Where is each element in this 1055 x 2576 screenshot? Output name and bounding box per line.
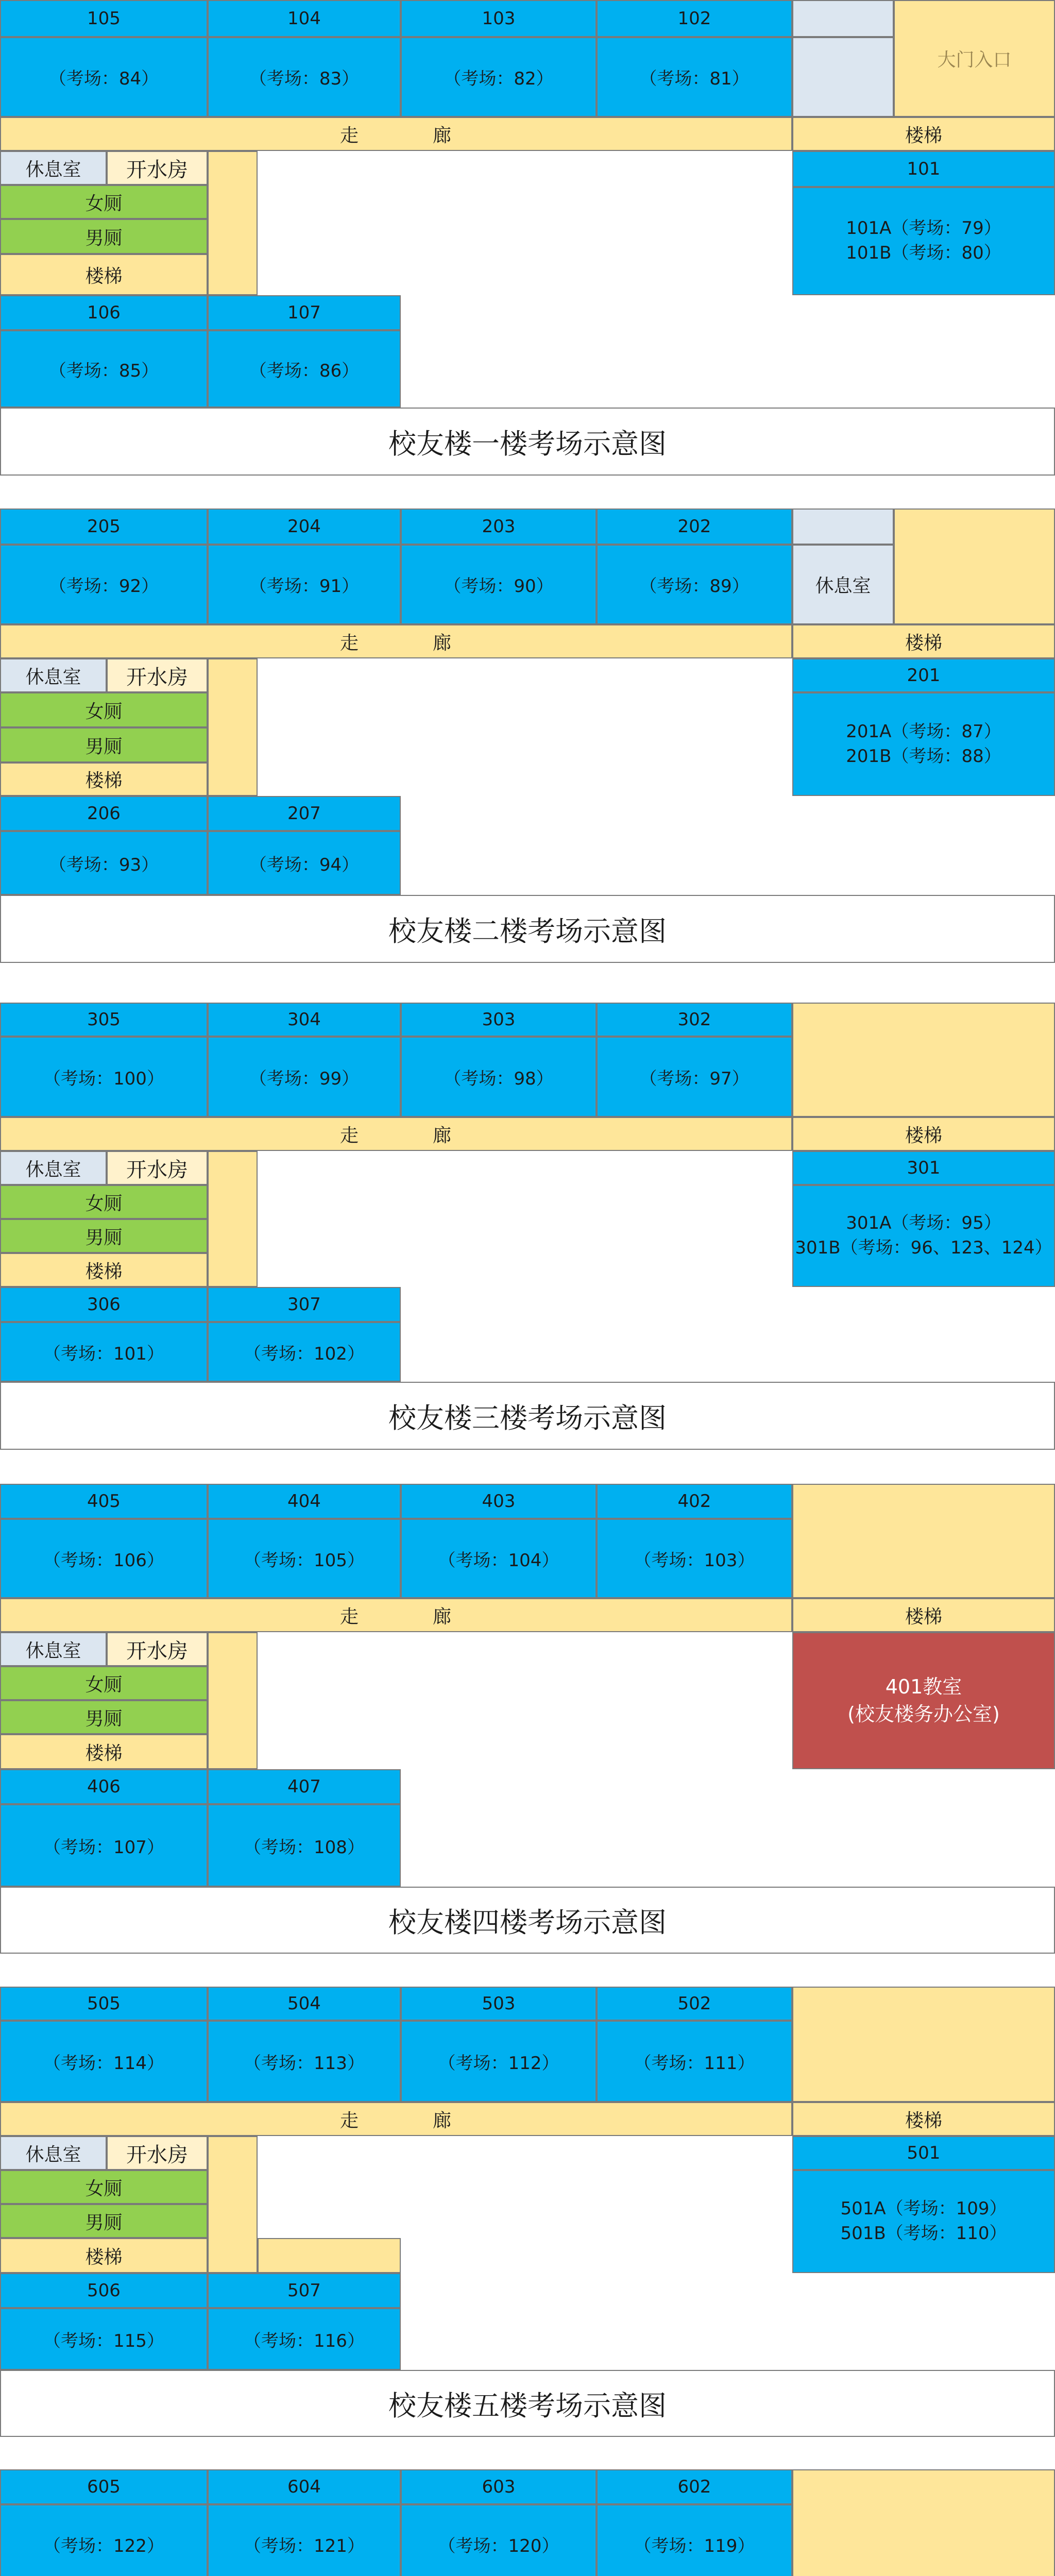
hallway-strip: [208, 151, 258, 295]
exam-room: （考场：86）: [208, 330, 401, 408]
stairs-left: 楼梯: [0, 1734, 208, 1769]
floor-title: 校友楼二楼考场示意图: [0, 895, 1055, 963]
yellow-block: [894, 509, 1055, 624]
exam-room: （考场：89）: [597, 545, 792, 624]
corridor-char-2: 廊: [432, 2110, 452, 2131]
corner-lounge: 休息室: [792, 545, 894, 624]
corridor-char-2: 廊: [432, 632, 452, 654]
exam-room: （考场：91）: [208, 545, 401, 624]
boiler-room: 开水房: [107, 1632, 208, 1666]
room-number: 403: [401, 1484, 597, 1519]
lounge: 休息室: [0, 1632, 107, 1666]
boiler-room: 开水房: [107, 2136, 208, 2170]
mens-restroom: 男厕: [0, 2204, 208, 2238]
room-number: 406: [0, 1769, 208, 1804]
exam-room: （考场：113）: [208, 2021, 401, 2102]
boiler-room: 开水房: [107, 1151, 208, 1185]
room-number: 602: [597, 2469, 792, 2504]
lounge: 休息室: [0, 151, 107, 185]
exam-room: （考场：99）: [208, 1037, 401, 1117]
exam-room-split: [792, 187, 1055, 295]
exam-room: （考场：111）: [597, 2021, 792, 2102]
floor-title: 校友楼三楼考场示意图: [0, 1382, 1055, 1450]
mens-restroom: 男厕: [0, 1700, 208, 1734]
stairs-right: 楼梯: [792, 117, 1055, 151]
floor-2-plan: [0, 509, 1055, 970]
exam-room: （考场：93）: [0, 831, 208, 895]
room-number: 304: [208, 1003, 401, 1037]
exam-room: （考场：119）: [597, 2504, 792, 2576]
exam-room: （考场：82）: [401, 37, 597, 117]
floor-5-plan: [0, 1987, 1055, 2437]
hallway-strip: [208, 1632, 258, 1769]
corridor: [0, 1117, 792, 1151]
exam-room: （考场：122）: [0, 2504, 208, 2576]
exam-line: 101A（考场：79）: [846, 218, 1001, 239]
hallway-strip: [208, 2136, 258, 2273]
room-number: 302: [597, 1003, 792, 1037]
corridor-char-2: 廊: [432, 1125, 452, 1146]
floor-1-plan: [0, 0, 1055, 460]
exam-room-split: [792, 692, 1055, 796]
stairs-left: 楼梯: [0, 254, 208, 295]
exam-room: （考场：105）: [208, 1519, 401, 1598]
yellow-block: [792, 1003, 1055, 1117]
exam-room: （考场：84）: [0, 37, 208, 117]
exam-room: （考场：120）: [401, 2504, 597, 2576]
room-number: 205: [0, 509, 208, 545]
womens-restroom: 女厕: [0, 185, 208, 219]
room-number: 405: [0, 1484, 208, 1519]
hallway-strip: [208, 658, 258, 796]
exam-room: （考场：81）: [597, 37, 792, 117]
room-number: 504: [208, 1987, 401, 2021]
room-number: 501: [792, 2136, 1055, 2170]
yellow-block: [792, 1987, 1055, 2102]
room-number: 102: [597, 0, 792, 37]
lounge: 休息室: [0, 1151, 107, 1185]
exam-room: （考场：98）: [401, 1037, 597, 1117]
corridor-char-2: 廊: [432, 125, 452, 146]
exam-room: （考场：100）: [0, 1037, 208, 1117]
room-number: 306: [0, 1287, 208, 1322]
exam-room-split: [792, 1185, 1055, 1287]
floor-4-plan: [0, 1484, 1055, 1954]
room-number: 502: [597, 1987, 792, 2021]
floor-title: 校友楼四楼考场示意图: [0, 1887, 1055, 1954]
room-number: 404: [208, 1484, 401, 1519]
lounge: 休息室: [0, 2136, 107, 2170]
boiler-room: 开水房: [107, 658, 208, 692]
womens-restroom: 女厕: [0, 1666, 208, 1700]
floor-6-plan: [0, 2469, 1055, 2576]
floor-3-plan: [0, 1003, 1055, 1450]
exam-room: （考场：106）: [0, 1519, 208, 1598]
exam-room: （考场：90）: [401, 545, 597, 624]
gray-block: [792, 37, 894, 117]
room-number: 202: [597, 509, 792, 545]
corridor-char-1: 走: [339, 1606, 360, 1628]
room-number: 505: [0, 1987, 208, 2021]
room-number: 301: [792, 1151, 1055, 1185]
womens-restroom: 女厕: [0, 692, 208, 727]
exam-room: （考场：108）: [208, 1804, 401, 1887]
room-number: 507: [208, 2273, 401, 2308]
exam-line: 201A（考场：87）: [846, 721, 1001, 742]
main-entrance: 大门入口: [894, 0, 1055, 117]
room-number: 203: [401, 509, 597, 545]
room-number: 103: [401, 0, 597, 37]
room-number: 503: [401, 1987, 597, 2021]
floor-title: 校友楼一楼考场示意图: [0, 408, 1055, 476]
room-number: 106: [0, 295, 208, 330]
hallway-extension: [258, 2238, 401, 2273]
stairs-right: 楼梯: [792, 624, 1055, 658]
exam-room: （考场：121）: [208, 2504, 401, 2576]
exam-room: （考场：103）: [597, 1519, 792, 1598]
gray-block: [792, 0, 894, 37]
room-number: 107: [208, 295, 401, 330]
room-number: 101: [792, 151, 1055, 187]
stairs-right: 楼梯: [792, 1117, 1055, 1151]
room-number: 105: [0, 0, 208, 37]
yellow-block: [792, 1484, 1055, 1598]
womens-restroom: 女厕: [0, 2170, 208, 2204]
hallway-strip: [208, 1151, 258, 1287]
exam-room: （考场：92）: [0, 545, 208, 624]
corridor-char-1: 走: [339, 125, 360, 146]
room-number: 506: [0, 2273, 208, 2308]
exam-room: （考场：116）: [208, 2308, 401, 2370]
mens-restroom: 男厕: [0, 219, 208, 254]
room-number: 402: [597, 1484, 792, 1519]
corridor: [0, 624, 792, 658]
exam-room: （考场：104）: [401, 1519, 597, 1598]
room-number: 207: [208, 796, 401, 831]
exam-line: 501B（考场：110）: [840, 2223, 1007, 2244]
exam-room: （考场：101）: [0, 1322, 208, 1382]
corridor-char-2: 廊: [432, 1606, 452, 1628]
corridor-char-1: 走: [339, 2110, 360, 2131]
yellow-block: [792, 2469, 1055, 2576]
room-number: 206: [0, 796, 208, 831]
gray-block: [792, 509, 894, 545]
exam-line: 101B（考场：80）: [846, 243, 1001, 263]
stairs-left: 楼梯: [0, 1253, 208, 1287]
room-number: 603: [401, 2469, 597, 2504]
room-number: 204: [208, 509, 401, 545]
boiler-room: 开水房: [107, 151, 208, 185]
lounge: 休息室: [0, 658, 107, 692]
exam-room: （考场：83）: [208, 37, 401, 117]
room-number: 303: [401, 1003, 597, 1037]
room-number: 307: [208, 1287, 401, 1322]
exam-room: （考场：112）: [401, 2021, 597, 2102]
corridor: [0, 1598, 792, 1632]
corridor: [0, 117, 792, 151]
mens-restroom: 男厕: [0, 1219, 208, 1253]
room-number: 604: [208, 2469, 401, 2504]
exam-room: （考场：94）: [208, 831, 401, 895]
stairs-right: 楼梯: [792, 1598, 1055, 1632]
corridor: [0, 2102, 792, 2136]
exam-room: （考场：97）: [597, 1037, 792, 1117]
office-line: (校友楼务办公室): [847, 1703, 1000, 1725]
room-number: 201: [792, 658, 1055, 692]
stairs-right: 楼梯: [792, 2102, 1055, 2136]
stairs-left: 楼梯: [0, 762, 208, 796]
exam-room: （考场：107）: [0, 1804, 208, 1887]
office-line: 401教室: [885, 1675, 962, 1698]
corridor-char-1: 走: [339, 1125, 360, 1146]
exam-room: （考场：114）: [0, 2021, 208, 2102]
mens-restroom: 男厕: [0, 727, 208, 762]
exam-room: （考场：115）: [0, 2308, 208, 2370]
exam-room: （考场：102）: [208, 1322, 401, 1382]
exam-line: 301A（考场：95）: [846, 1213, 1001, 1234]
room-number: 605: [0, 2469, 208, 2504]
floor-title: 校友楼五楼考场示意图: [0, 2370, 1055, 2437]
room-number: 305: [0, 1003, 208, 1037]
office-401: [792, 1632, 1055, 1769]
exam-line: 501A（考场：109）: [840, 2198, 1007, 2219]
exam-room: （考场：85）: [0, 330, 208, 408]
exam-line: 301B（考场：96、123、124）: [795, 1238, 1052, 1258]
exam-line: 201B（考场：88）: [846, 745, 1001, 767]
room-number: 104: [208, 0, 401, 37]
room-number: 407: [208, 1769, 401, 1804]
corridor-char-1: 走: [339, 632, 360, 654]
womens-restroom: 女厕: [0, 1185, 208, 1219]
stairs-left: 楼梯: [0, 2238, 208, 2273]
exam-room-split: [792, 2170, 1055, 2273]
